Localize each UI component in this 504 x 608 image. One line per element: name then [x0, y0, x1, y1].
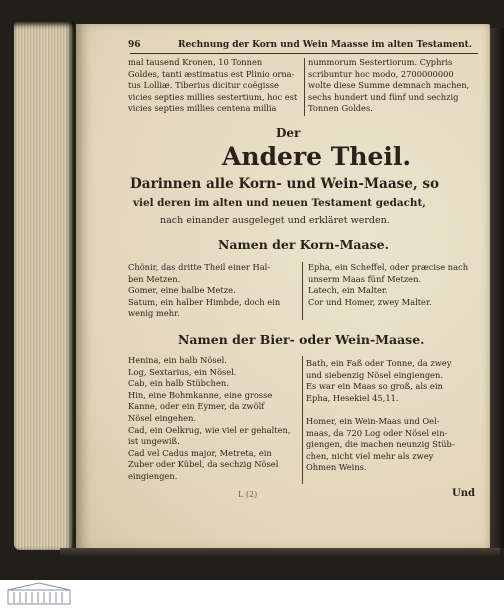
text-line: Goldes, tanti æstimatus est Plinio orna- — [128, 68, 295, 79]
header-rule — [130, 53, 478, 54]
text-line: Cad, ein Oelkrug, wie viel er gehalten, — [128, 424, 291, 435]
text-line: Chönir, das dritte Theil einer Hal- — [128, 262, 271, 272]
signature-mark: L (2) — [238, 490, 258, 499]
text-line: Ohmen Weins. — [306, 462, 367, 473]
section2-title: Namen der Bier- oder Wein-Maase. — [178, 332, 425, 347]
text-line: unserm Maas fünf Metzen. — [308, 273, 422, 284]
text-line: vicies septies millies centena millia — [128, 103, 277, 114]
text-line: giengen, die machen neunzig Stüb- — [306, 439, 455, 450]
text-line: Gomer, eine halbe Metze. — [128, 285, 236, 296]
text-line: Homer, ein Wein-Maas und Oel- — [306, 415, 440, 426]
section1-title: Namen der Korn-Maase. — [218, 237, 389, 252]
text-line: vicies septies millies sestertium, hoc est — [128, 91, 298, 102]
library-building-icon — [6, 582, 72, 606]
text-line: Epha, Hesekiel 45,11. — [306, 392, 399, 403]
text-line: Latech, ein Malter. — [308, 285, 388, 296]
text-line: ben Metzen. — [128, 273, 181, 284]
facing-page-edge — [490, 28, 504, 548]
column-divider — [302, 262, 303, 320]
text-line: sechs hundert und fünf und sechzig — [308, 91, 459, 102]
text-line: Nösel eingehen. — [128, 412, 197, 423]
column-divider — [302, 356, 303, 484]
text-line: wolte diese Summe demnach machen, — [308, 80, 470, 91]
section2-left-column — [128, 355, 290, 483]
page-block-edges — [14, 22, 74, 550]
top-right-column — [308, 57, 469, 115]
text-line: Cad vel Cadus major, Metreta, ein — [128, 447, 272, 458]
text-line: Kanne, oder ein Eymer, da zwölf — [128, 401, 265, 412]
subtitle-line-1: Darinnen alle Korn- und Wein-Maase, so — [130, 176, 440, 192]
book-bottom-edge — [60, 548, 500, 558]
subtitle-line-2: viel deren im alten und neuen Testament gedacht, — [133, 197, 426, 209]
text-line: und siebenzig Nösel eingiengen. — [306, 369, 444, 380]
text-line: Es war ein Maas so groß, als ein — [306, 381, 443, 392]
title-der: Der — [276, 126, 301, 140]
running-head: Rechnung der Korn und Wein Maasse im alten Testament. — [178, 40, 472, 50]
text-line: Log, Sextarius, ein Nösel. — [128, 366, 237, 377]
text-line: Tonnen Goldes. — [308, 103, 373, 114]
text-line: Cab, ein halb Stübchen. — [128, 378, 229, 389]
text-line: Bath, ein Faß oder Tonne, da zwey — [306, 358, 452, 368]
text-line: maas, da 720 Log oder Nösel ein- — [306, 427, 448, 438]
title-main: Andere Theil. — [222, 142, 412, 171]
text-line: mal tausend Kronen, 10 Tonnen — [128, 57, 263, 67]
page-number: 96 — [128, 40, 141, 50]
text-line: wenig mehr. — [128, 308, 180, 319]
section1-right-column — [308, 262, 468, 308]
text-line: chen, nicht viel mehr als zwey — [306, 450, 434, 461]
footer-bar — [0, 580, 504, 608]
text-line: Hin, eine Bohmkanne, eine grosse — [128, 389, 273, 400]
column-divider — [304, 58, 305, 116]
section2-right-column — [306, 358, 455, 474]
text-line: Satum, ein halber Himbde, doch ein — [128, 296, 281, 307]
text-line: Henina, ein halb Nösel. — [128, 355, 227, 365]
text-line: scribuntur hoc modo, 2700000000 — [308, 68, 454, 79]
text-line: Epha, ein Scheffel, oder præcise nach — [308, 262, 469, 272]
text-line: ist ungewiß. — [128, 436, 180, 447]
top-left-column — [128, 57, 297, 115]
section1-left-column — [128, 262, 280, 320]
subtitle-line-3: nach einander ausgeleget und erkläret werden. — [160, 215, 390, 226]
text-line: Zuber oder Kübel, da sechzig Nösel — [128, 459, 279, 470]
catchword: Und — [452, 488, 475, 499]
text-line: tus Lolliæ. Tiberius dicitur coëgisse — [128, 80, 279, 91]
text-line: Cor und Homer, zwey Malter. — [308, 296, 432, 307]
text-line: nummorum Sestertiorum. Cyphris — [308, 57, 453, 67]
text-line: eingiengen. — [128, 470, 178, 481]
text-line — [306, 404, 455, 416]
